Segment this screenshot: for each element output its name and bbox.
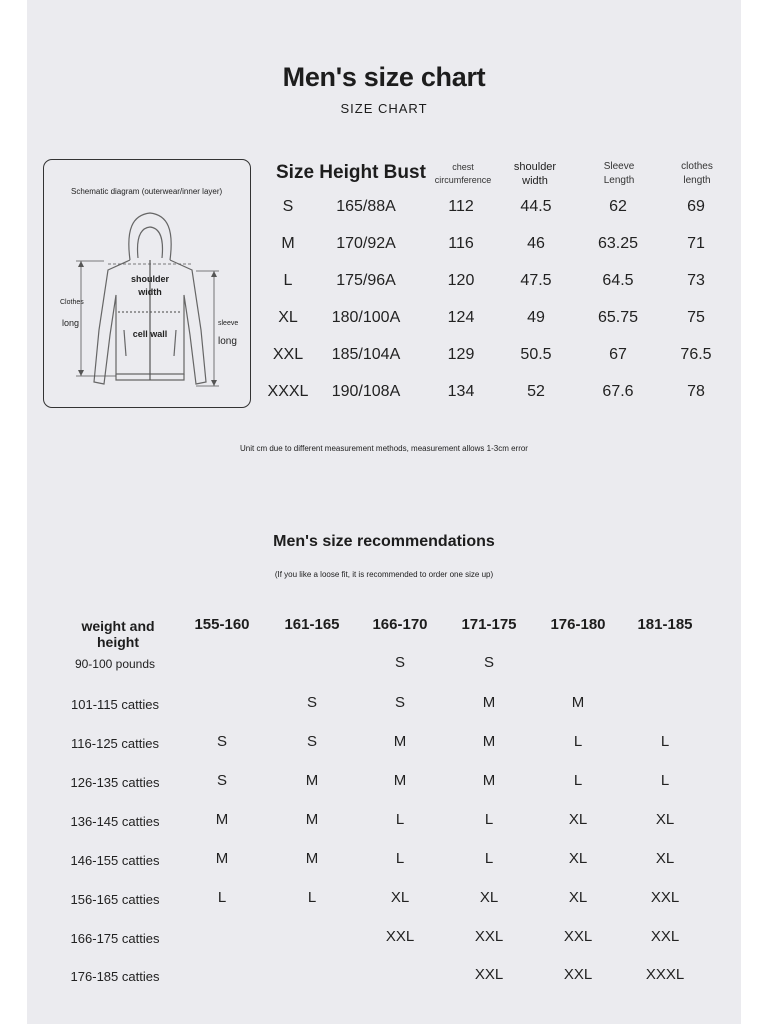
size-table-cell: 65.75 (597, 309, 639, 326)
size-table-header-main: Size Height Bust (276, 162, 426, 183)
size-table-cell: 69 (687, 198, 705, 215)
size-table-header-chest: chest circumference (434, 162, 492, 185)
jacket-diagram (43, 159, 251, 408)
size-table-cell: 124 (447, 309, 475, 326)
size-table-cell: 67 (609, 346, 627, 363)
size-table-cell: 190/108A (331, 383, 401, 400)
recommend-size-cell: XXL (474, 966, 504, 983)
recommend-size-cell: L (660, 733, 670, 750)
size-table-cell: 49 (527, 309, 545, 326)
size-table-header-clothes: clothes length (681, 161, 713, 186)
recommend-height-header: 155-160 (194, 616, 250, 633)
recommend-height-header: 171-175 (461, 616, 517, 633)
recommend-size-cell: L (395, 850, 405, 867)
recommend-size-cell: L (573, 772, 583, 789)
recommend-size-cell: L (660, 772, 670, 789)
diagram-label-shoulder: shoulder (130, 274, 169, 284)
size-table-cell: 134 (447, 383, 475, 400)
size-table-cell: 165/88A (336, 198, 396, 215)
recommend-size-cell: XL (390, 889, 410, 906)
size-table-cell: 170/92A (336, 235, 396, 252)
recommend-size-cell: M (305, 772, 319, 789)
jacket-illustration (44, 160, 252, 409)
recommend-size-cell: S (306, 733, 317, 750)
size-table-cell: 44.5 (520, 198, 552, 215)
size-table-cell: 64.5 (602, 272, 634, 289)
size-table-cell: 78 (687, 383, 705, 400)
size-table-cell: 112 (448, 198, 474, 215)
recommend-weight-label: 116-125 catties (71, 736, 159, 751)
recommend-size-cell: XXL (650, 889, 680, 906)
size-table-cell: 50.5 (520, 346, 552, 363)
recommend-size-cell: XXXL (645, 966, 685, 983)
recommend-weight-label: 90-100 pounds (74, 657, 156, 671)
recommend-size-cell: L (484, 811, 494, 828)
size-table-cell: 75 (687, 309, 705, 326)
recommend-size-cell: M (482, 733, 496, 750)
recommend-title: Men's size recommendations (273, 533, 495, 550)
recommend-size-cell: M (393, 772, 407, 789)
size-table-cell: 175/96A (336, 272, 396, 289)
page-card (27, 0, 741, 1024)
recommend-size-cell: L (217, 889, 227, 906)
recommend-size-cell: M (482, 694, 496, 711)
recommend-size-cell: XL (568, 850, 588, 867)
size-table-size-cell: L (283, 272, 293, 289)
recommend-size-cell: XXL (650, 928, 680, 945)
recommend-size-cell: L (307, 889, 317, 906)
recommend-size-cell: XL (655, 811, 675, 828)
size-table-size-cell: XL (278, 309, 298, 326)
recommend-size-cell: XXL (474, 928, 504, 945)
recommend-weight-label: 101-115 catties (71, 697, 159, 712)
size-table-size-cell: S (282, 198, 294, 215)
recommend-size-cell: L (573, 733, 583, 750)
size-table-header-shoulder: shoulder width (513, 161, 557, 187)
recommend-size-cell: M (482, 772, 496, 789)
size-table-cell: 129 (447, 346, 475, 363)
recommend-size-cell: XXL (563, 928, 593, 945)
size-table-cell: 76.5 (680, 346, 712, 363)
recommend-height-header: 176-180 (550, 616, 606, 633)
diagram-label-long-left: long (62, 318, 80, 328)
recommend-size-cell: S (483, 654, 494, 671)
size-table-cell: 116 (448, 235, 474, 252)
size-table-cell: 52 (527, 383, 545, 400)
recommend-weight-label: 146-155 catties (70, 853, 160, 868)
recommend-size-cell: M (215, 850, 229, 867)
diagram-label-clothes: Clothes (60, 299, 84, 306)
size-table-size-cell: XXXL (267, 383, 309, 400)
recommend-size-cell: M (305, 850, 319, 867)
size-table-cell: 185/104A (331, 346, 401, 363)
diagram-label-width: width (138, 287, 162, 297)
recommend-size-cell: S (394, 654, 405, 671)
recommend-height-header: 166-170 (372, 616, 428, 633)
size-table-cell: 71 (687, 235, 705, 252)
recommend-weight-label: 136-145 catties (70, 814, 160, 829)
recommend-size-cell: L (395, 811, 405, 828)
recommend-height-header: 181-185 (637, 616, 693, 633)
size-table-size-cell: M (281, 235, 295, 252)
recommend-size-cell: M (393, 733, 407, 750)
recommend-height-header: 161-165 (284, 616, 340, 633)
recommend-size-cell: M (305, 811, 319, 828)
page-title: Men's size chart (282, 62, 486, 92)
recommend-size-cell: S (394, 694, 405, 711)
recommend-size-cell: XL (655, 850, 675, 867)
recommend-size-cell: M (215, 811, 229, 828)
recommend-corner-label: weight and height (81, 618, 155, 650)
diagram-caption: Schematic diagram (outerwear/inner layer) (71, 187, 223, 196)
size-table-cell: 180/100A (331, 309, 401, 326)
page-subtitle: SIZE CHART (340, 101, 428, 116)
size-table-cell: 73 (687, 272, 705, 289)
recommend-size-cell: XL (568, 811, 588, 828)
diagram-label-cell-wall: cell wall (132, 329, 168, 339)
diagram-label-sleeve: sleeve (218, 320, 239, 327)
recommend-size-cell: L (484, 850, 494, 867)
size-table-cell: 62 (609, 198, 627, 215)
recommend-size-cell: S (216, 772, 227, 789)
recommend-size-cell: S (306, 694, 317, 711)
recommend-weight-label: 166-175 catties (70, 931, 160, 946)
size-table-cell: 63.25 (597, 235, 639, 252)
size-table-header-sleeve: Sleeve Length (603, 161, 635, 186)
recommend-size-cell: XXL (385, 928, 415, 945)
recommend-size-cell: S (216, 733, 227, 750)
recommend-weight-label: 156-165 catties (70, 892, 160, 907)
measurement-note: Unit cm due to different measurement methods, measurement allows 1-3cm error (240, 444, 528, 453)
recommend-weight-label: 176-185 catties (70, 969, 160, 984)
recommend-weight-label: 126-135 catties (70, 775, 160, 790)
diagram-label-long-right: long (218, 336, 237, 347)
recommend-size-cell: XL (568, 889, 588, 906)
size-table-cell: 46 (527, 235, 545, 252)
size-table-cell: 47.5 (520, 272, 552, 289)
size-table-size-cell: XXL (272, 346, 304, 363)
recommend-size-cell: M (571, 694, 585, 711)
recommend-size-cell: XL (479, 889, 499, 906)
recommend-size-cell: XXL (563, 966, 593, 983)
size-table-cell: 120 (447, 272, 475, 289)
recommend-subtitle: (If you like a loose fit, it is recommended to order one size up) (274, 570, 494, 579)
size-table-cell: 67.6 (602, 383, 634, 400)
